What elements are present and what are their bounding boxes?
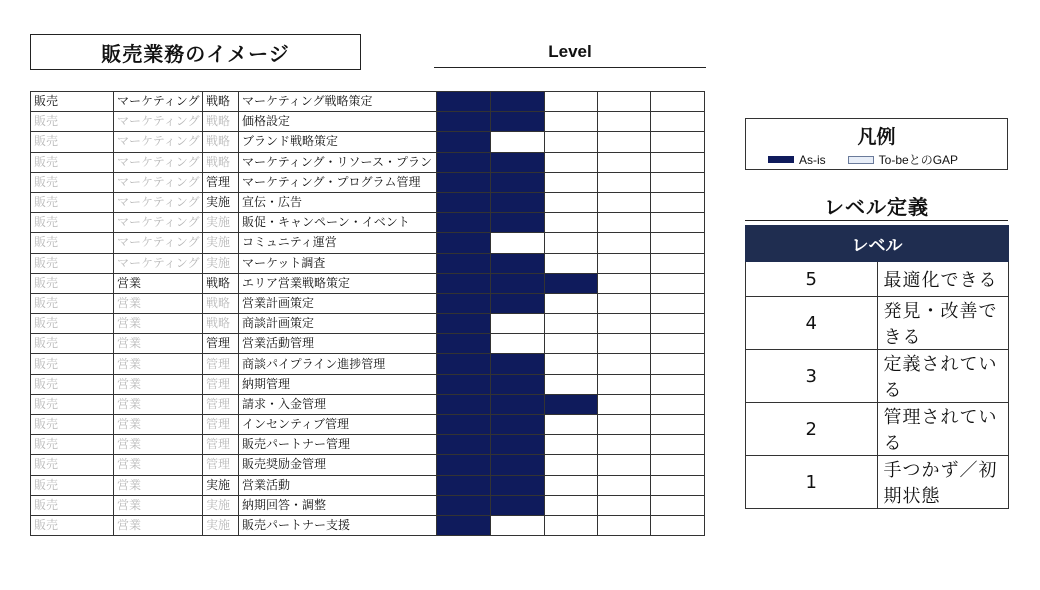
level-4-bar-cell <box>598 192 651 212</box>
process-cell: マーケティング・プログラム管理 <box>239 172 437 192</box>
legend-items <box>768 151 958 168</box>
phase-cell: 実施 <box>203 253 239 273</box>
level-3-bar-cell <box>545 233 598 253</box>
level-1-bar-cell <box>437 475 491 495</box>
process-cell: マーケット調査 <box>239 253 437 273</box>
table-row <box>31 394 705 414</box>
process-cell: 価格設定 <box>239 112 437 132</box>
subcategory-cell: 営業 <box>114 394 203 414</box>
category-cell: 販売 <box>31 273 114 293</box>
level-3-bar-cell <box>545 415 598 435</box>
level-5-bar-cell <box>651 253 705 273</box>
level-4-bar-cell <box>598 495 651 515</box>
subcategory-cell: マーケティング <box>114 233 203 253</box>
subcategory-cell: マーケティング <box>114 152 203 172</box>
level-1-bar-cell <box>437 293 491 313</box>
phase-cell: 戦略 <box>203 314 239 334</box>
phase-cell: 戦略 <box>203 293 239 313</box>
level-2-bar-cell <box>491 92 545 112</box>
table-row <box>31 273 705 293</box>
level-1-bar-cell <box>437 253 491 273</box>
level-2-bar-cell <box>491 435 545 455</box>
table-row <box>31 475 705 495</box>
phase-cell: 戦略 <box>203 152 239 172</box>
page-title: 販売業務のイメージ <box>30 34 361 70</box>
level-1-bar-cell <box>437 172 491 192</box>
subcategory-cell: 営業 <box>114 293 203 313</box>
level-2-bar-cell <box>491 374 545 394</box>
level-4-bar-cell <box>598 233 651 253</box>
level-5-bar-cell <box>651 233 705 253</box>
table-row <box>31 132 705 152</box>
phase-cell: 管理 <box>203 394 239 414</box>
level-2-bar-cell <box>491 415 545 435</box>
subcategory-cell: マーケティング <box>114 253 203 273</box>
definition-level-number: 4 <box>746 297 878 350</box>
level-4-bar-cell <box>598 213 651 233</box>
level-3-bar-cell <box>545 152 598 172</box>
category-cell: 販売 <box>31 374 114 394</box>
category-cell: 販売 <box>31 515 114 535</box>
subcategory-cell: マーケティング <box>114 112 203 132</box>
category-cell: 販売 <box>31 435 114 455</box>
process-cell: 販売奨励金管理 <box>239 455 437 475</box>
table-row <box>31 515 705 535</box>
definition-row <box>746 456 1009 509</box>
level-5-bar-cell <box>651 152 705 172</box>
process-cell: 商談パイプライン進捗管理 <box>239 354 437 374</box>
table-row <box>31 314 705 334</box>
level-1-bar-cell <box>437 435 491 455</box>
legend-swatch-as-is <box>768 156 794 163</box>
category-cell: 販売 <box>31 314 114 334</box>
level-4-bar-cell <box>598 172 651 192</box>
process-level-table <box>30 91 705 536</box>
process-cell: 商談計画策定 <box>239 314 437 334</box>
phase-cell: 管理 <box>203 374 239 394</box>
level-5-bar-cell <box>651 394 705 414</box>
definition-level-number: 3 <box>746 350 878 403</box>
level-2-bar-cell <box>491 172 545 192</box>
phase-cell: 実施 <box>203 475 239 495</box>
definition-description: 最適化できる <box>877 262 1009 297</box>
level-2-bar-cell <box>491 394 545 414</box>
level-5-bar-cell <box>651 455 705 475</box>
subcategory-cell: 営業 <box>114 273 203 293</box>
level-3-bar-cell <box>545 273 598 293</box>
process-cell: 請求・入金管理 <box>239 394 437 414</box>
level-3-bar-cell <box>545 192 598 212</box>
table-row <box>31 92 705 112</box>
category-cell: 販売 <box>31 334 114 354</box>
level-2-bar-cell <box>491 112 545 132</box>
level-5-bar-cell <box>651 435 705 455</box>
level-4-bar-cell <box>598 435 651 455</box>
table-row <box>31 233 705 253</box>
legend-swatch-gap <box>848 156 874 164</box>
level-5-bar-cell <box>651 172 705 192</box>
process-cell: 納期管理 <box>239 374 437 394</box>
level-1-bar-cell <box>437 374 491 394</box>
level-3-bar-cell <box>545 92 598 112</box>
level-5-bar-cell <box>651 415 705 435</box>
category-cell: 販売 <box>31 192 114 212</box>
process-cell: 販売パートナー支援 <box>239 515 437 535</box>
level-1-bar-cell <box>437 415 491 435</box>
phase-cell: 管理 <box>203 455 239 475</box>
category-cell: 販売 <box>31 92 114 112</box>
subcategory-cell: 営業 <box>114 495 203 515</box>
level-2-bar-cell <box>491 273 545 293</box>
category-cell: 販売 <box>31 455 114 475</box>
level-1-bar-cell <box>437 112 491 132</box>
level-4-bar-cell <box>598 515 651 535</box>
level-2-bar-cell <box>491 293 545 313</box>
level-3-bar-cell <box>545 132 598 152</box>
level-5-bar-cell <box>651 475 705 495</box>
level-3-bar-cell <box>545 515 598 535</box>
level-3-bar-cell <box>545 354 598 374</box>
phase-cell: 管理 <box>203 354 239 374</box>
category-cell: 販売 <box>31 415 114 435</box>
level-5-bar-cell <box>651 495 705 515</box>
level-3-bar-cell <box>545 495 598 515</box>
level-5-bar-cell <box>651 374 705 394</box>
subcategory-cell: マーケティング <box>114 213 203 233</box>
category-cell: 販売 <box>31 152 114 172</box>
phase-cell: 実施 <box>203 515 239 535</box>
phase-cell: 戦略 <box>203 112 239 132</box>
process-cell: マーケティング・リソース・プラン <box>239 152 437 172</box>
category-cell: 販売 <box>31 475 114 495</box>
level-2-bar-cell <box>491 475 545 495</box>
level-1-bar-cell <box>437 515 491 535</box>
level-3-bar-cell <box>545 112 598 132</box>
level-5-bar-cell <box>651 515 705 535</box>
process-cell: インセンティブ管理 <box>239 415 437 435</box>
phase-cell: 実施 <box>203 213 239 233</box>
category-cell: 販売 <box>31 253 114 273</box>
level-4-bar-cell <box>598 475 651 495</box>
level-2-bar-cell <box>491 354 545 374</box>
level-1-bar-cell <box>437 314 491 334</box>
level-4-bar-cell <box>598 152 651 172</box>
level-4-bar-cell <box>598 112 651 132</box>
level-1-bar-cell <box>437 92 491 112</box>
table-row <box>31 354 705 374</box>
subcategory-cell: 営業 <box>114 314 203 334</box>
process-cell: 宣伝・広告 <box>239 192 437 212</box>
category-cell: 販売 <box>31 354 114 374</box>
table-row <box>31 213 705 233</box>
level-1-bar-cell <box>437 394 491 414</box>
level-4-bar-cell <box>598 354 651 374</box>
level-1-bar-cell <box>437 132 491 152</box>
category-cell: 販売 <box>31 394 114 414</box>
definition-row <box>746 350 1009 403</box>
level-4-bar-cell <box>598 334 651 354</box>
definition-row <box>746 403 1009 456</box>
level-4-bar-cell <box>598 455 651 475</box>
level-1-bar-cell <box>437 334 491 354</box>
level-2-bar-cell <box>491 132 545 152</box>
subcategory-cell: 営業 <box>114 334 203 354</box>
phase-cell: 戦略 <box>203 92 239 112</box>
level-2-bar-cell <box>491 152 545 172</box>
level-3-bar-cell <box>545 172 598 192</box>
level-3-bar-cell <box>545 394 598 414</box>
level-1-bar-cell <box>437 495 491 515</box>
table-row <box>31 415 705 435</box>
table-row <box>31 495 705 515</box>
category-cell: 販売 <box>31 293 114 313</box>
level-4-bar-cell <box>598 132 651 152</box>
phase-cell: 管理 <box>203 334 239 354</box>
level-5-bar-cell <box>651 132 705 152</box>
process-cell: 販促・キャンペーン・イベント <box>239 213 437 233</box>
level-4-bar-cell <box>598 293 651 313</box>
definition-description: 発見・改善できる <box>877 297 1009 350</box>
phase-cell: 管理 <box>203 172 239 192</box>
subcategory-cell: 営業 <box>114 374 203 394</box>
level-3-bar-cell <box>545 475 598 495</box>
level-4-bar-cell <box>598 92 651 112</box>
subcategory-cell: 営業 <box>114 415 203 435</box>
level-3-bar-cell <box>545 455 598 475</box>
level-5-bar-cell <box>651 192 705 212</box>
level-1-bar-cell <box>437 213 491 233</box>
level-2-bar-cell <box>491 334 545 354</box>
definition-level-number: 2 <box>746 403 878 456</box>
process-cell: 納期回答・調整 <box>239 495 437 515</box>
level-5-bar-cell <box>651 213 705 233</box>
category-cell: 販売 <box>31 132 114 152</box>
level-2-bar-cell <box>491 233 545 253</box>
level-2-bar-cell <box>491 253 545 273</box>
table-row <box>31 253 705 273</box>
table-row <box>31 293 705 313</box>
level-4-bar-cell <box>598 415 651 435</box>
table-row <box>31 374 705 394</box>
subcategory-cell: マーケティング <box>114 192 203 212</box>
legend-label-gap: To-beとのGAP <box>878 153 959 167</box>
process-cell: 営業計画策定 <box>239 293 437 313</box>
category-cell: 販売 <box>31 112 114 132</box>
level-1-bar-cell <box>437 152 491 172</box>
definitions-title: レベル定義 <box>824 195 929 219</box>
level-3-bar-cell <box>545 314 598 334</box>
phase-cell: 実施 <box>203 192 239 212</box>
table-row <box>31 334 705 354</box>
process-cell: 販売パートナー管理 <box>239 435 437 455</box>
phase-cell: 戦略 <box>203 273 239 293</box>
process-cell: マーケティング戦略策定 <box>239 92 437 112</box>
level-2-bar-cell <box>491 515 545 535</box>
subcategory-cell: 営業 <box>114 435 203 455</box>
process-cell: 営業活動 <box>239 475 437 495</box>
definition-description: 手つかず／初期状態 <box>877 456 1009 509</box>
subcategory-cell: 営業 <box>114 455 203 475</box>
subcategory-cell: マーケティング <box>114 132 203 152</box>
level-4-bar-cell <box>598 314 651 334</box>
level-3-bar-cell <box>545 334 598 354</box>
phase-cell: 実施 <box>203 233 239 253</box>
level-5-bar-cell <box>651 112 705 132</box>
level-2-bar-cell <box>491 192 545 212</box>
process-cell: ブランド戦略策定 <box>239 132 437 152</box>
legend-title: 凡例 <box>857 126 896 148</box>
definition-description: 管理されている <box>877 403 1009 456</box>
category-cell: 販売 <box>31 172 114 192</box>
subcategory-cell: 営業 <box>114 475 203 495</box>
level-5-bar-cell <box>651 354 705 374</box>
level-4-bar-cell <box>598 394 651 414</box>
process-cell: コミュニティ運営 <box>239 233 437 253</box>
level-4-bar-cell <box>598 253 651 273</box>
level-5-bar-cell <box>651 273 705 293</box>
definition-row <box>746 262 1009 297</box>
level-4-bar-cell <box>598 374 651 394</box>
level-3-bar-cell <box>545 435 598 455</box>
phase-cell: 管理 <box>203 415 239 435</box>
definition-description: 定義されている <box>877 350 1009 403</box>
subcategory-cell: マーケティング <box>114 172 203 192</box>
level-2-bar-cell <box>491 455 545 475</box>
level-2-bar-cell <box>491 314 545 334</box>
level-4-bar-cell <box>598 273 651 293</box>
level-5-bar-cell <box>651 334 705 354</box>
subcategory-cell: 営業 <box>114 354 203 374</box>
level-definitions-table <box>745 225 1009 509</box>
table-row <box>31 455 705 475</box>
level-5-bar-cell <box>651 314 705 334</box>
level-1-bar-cell <box>437 273 491 293</box>
definitions-header: レベル <box>746 226 1009 262</box>
definitions-divider <box>745 220 1008 221</box>
level-1-bar-cell <box>437 192 491 212</box>
category-cell: 販売 <box>31 495 114 515</box>
definition-row <box>746 297 1009 350</box>
phase-cell: 実施 <box>203 495 239 515</box>
level-axis-label: Level <box>434 40 706 68</box>
table-row <box>31 172 705 192</box>
process-cell: エリア営業戦略策定 <box>239 273 437 293</box>
level-5-bar-cell <box>651 92 705 112</box>
table-row <box>31 112 705 132</box>
definition-level-number: 1 <box>746 456 878 509</box>
level-3-bar-cell <box>545 213 598 233</box>
level-2-bar-cell <box>491 213 545 233</box>
phase-cell: 戦略 <box>203 132 239 152</box>
level-1-bar-cell <box>437 455 491 475</box>
table-row <box>31 152 705 172</box>
level-2-bar-cell <box>491 495 545 515</box>
subcategory-cell: マーケティング <box>114 92 203 112</box>
legend <box>745 118 1008 170</box>
level-3-bar-cell <box>545 374 598 394</box>
level-3-bar-cell <box>545 293 598 313</box>
level-5-bar-cell <box>651 293 705 313</box>
phase-cell: 管理 <box>203 435 239 455</box>
level-1-bar-cell <box>437 233 491 253</box>
category-cell: 販売 <box>31 213 114 233</box>
level-1-bar-cell <box>437 354 491 374</box>
subcategory-cell: 営業 <box>114 515 203 535</box>
table-row <box>31 435 705 455</box>
definition-level-number: 5 <box>746 262 878 297</box>
process-cell: 営業活動管理 <box>239 334 437 354</box>
level-3-bar-cell <box>545 253 598 273</box>
legend-label-as-is: As-is <box>799 152 826 167</box>
table-row <box>31 192 705 212</box>
category-cell: 販売 <box>31 233 114 253</box>
